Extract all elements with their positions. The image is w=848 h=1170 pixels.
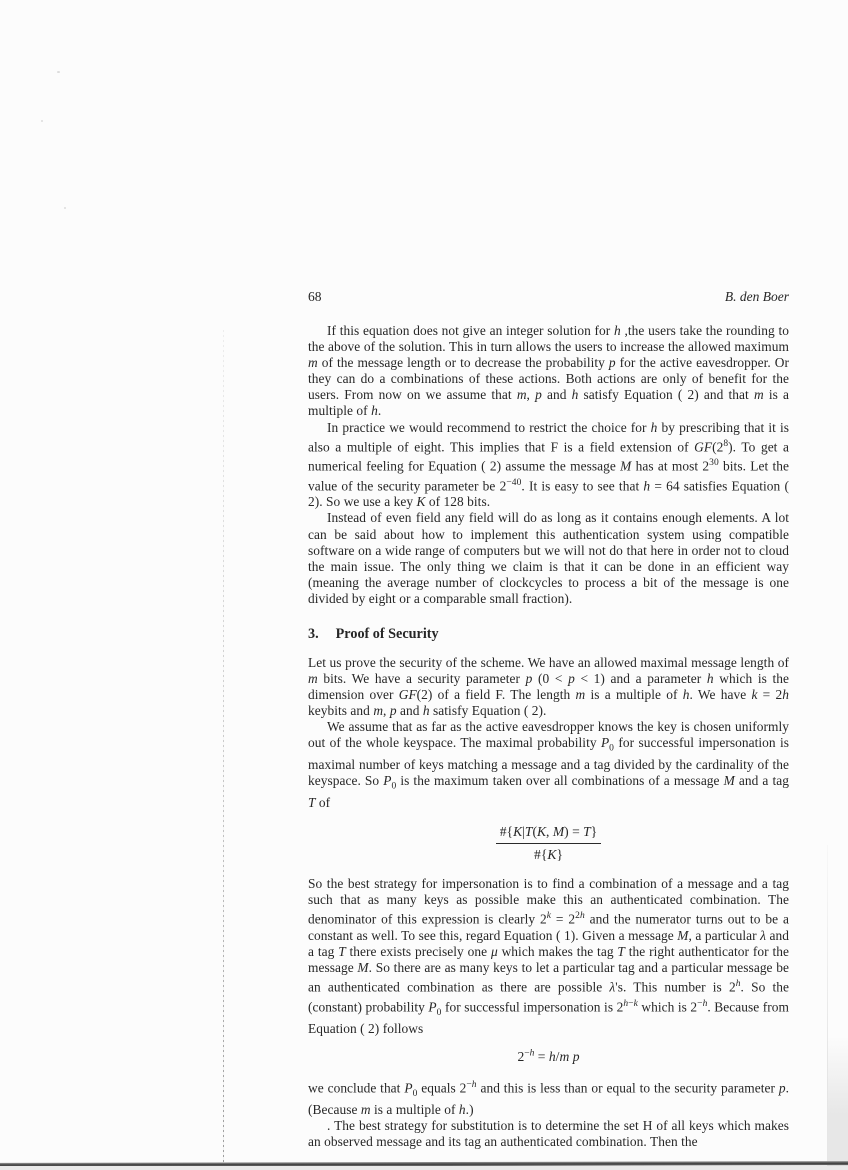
- scan-bottom-margin: [0, 1166, 848, 1170]
- binding-crease-artifact: [223, 330, 224, 1163]
- paragraph: If this equation does not give an integer solution for h ,the users take the rounding to the above of the solution. This in turn allows the users to increase the allowed maximum m of the message length or to decrease the probability p for the active eavesdropper. Or they can do a combinations of these actions. Both actions are only of benefit for the users. From now on we assume that m, p and h satisfy Equation ( 2) and that m is a multiple of h.: [308, 323, 790, 419]
- display-formula-impersonation-ratio: [308, 824, 789, 863]
- running-head-author: B. den Boer: [724, 289, 789, 304]
- page-header: [308, 289, 789, 305]
- section-title: Proof of Security: [335, 626, 439, 642]
- paragraph: In practice we would recommend to restrict the choice for h by prescribing that it is also a multiple of eight. This implies that F is a field extension of $GF(2^8)$. To get a numerical feeling for Equation ( 2) assume the message M has at most $2^{30}$ bits. Let the value of the security parameter be $2^{-40}$. It is easy to see that h = 64 satisfies Equation ( 2). So we use a key K of 128 bits.: [308, 419, 790, 510]
- fraction-denominator: #{K}: [534, 847, 563, 863]
- scan-speck: [57, 71, 60, 73]
- equation-text: $2^{-h} = h/m$ p: [517, 1048, 580, 1064]
- section-number: 3.: [308, 626, 319, 642]
- section-heading: [308, 626, 789, 643]
- paragraph: Instead of even field any field will do as long as it contains enough elements. A lot can be said about how to implement this authentication system using compatible software on a wide range of computers but we will not do that here in order not to cloud the main issue. The only thing we claim is that it can be done in an efficient way (meaning the average number of clockcycles to process a bit of the message is one divided by eight or a comparable small fraction).: [308, 510, 789, 606]
- paragraph: . The best strategy for substitution is to determine the set H of all keys which makes an observed message and its tag an authenticated combination. Then the: [308, 1117, 789, 1150]
- page-number: 68: [308, 289, 322, 304]
- scan-right-margin: [827, 1036, 848, 1166]
- display-formula-equation-relation: [308, 1048, 789, 1065]
- paragraph: So the best strategy for impersonation is to find a combination of a message and a tag such that as many keys as possible make this an authenticated combination. The denominator of this expression is clearly $2^k = 2^{2h}$ and the numerator turns out to be a constant as well. To see this, regard Equation ( 1). Given a message M, a particular λ and a tag T there exists precisely one μ which makes the tag T the right authenticator for the message M. So there are as many keys to let a particular tag and a particular message be an authenticated combination as there are possible λ's. This number is 2$^h$. So the (constant) probability $P_0$ for successful impersonation is $2^{h-k}$ which is $2^{-h}$. Because from Equation ( 2) follows: [308, 876, 790, 1037]
- text-block: [308, 289, 789, 1150]
- scan-speck: [64, 207, 66, 209]
- paragraph: We assume that as far as the active eavesdropper knows the key is chosen uniformly out of the whole keyspace. The maximal probability $P_0$ for successful impersonation is maximal number of keys matching a message and a tag divided by the cardinality of the keyspace. So $P_0$ is the maximum taken over all combinations of a message M and a tag T of: [308, 719, 789, 811]
- fraction: [496, 824, 602, 863]
- paragraph: Let us prove the security of the scheme. We have an allowed maximal message length of m bits. We have a security parameter p (0 < p < 1) and a parameter h which is the dimension over GF(2) of a field F. The length m is a multiple of h. We have k = 2h keybits and m, p and h satisfy Equation ( 2).: [308, 655, 790, 719]
- paragraph: we conclude that $P_0$ equals $2^{-h}$ and this is less than or equal to the security parameter p. (Because m is a multiple of h.): [308, 1079, 789, 1117]
- scan-speck: [41, 120, 43, 122]
- fraction-numerator: #{K|T(K, M) = T}: [496, 824, 602, 844]
